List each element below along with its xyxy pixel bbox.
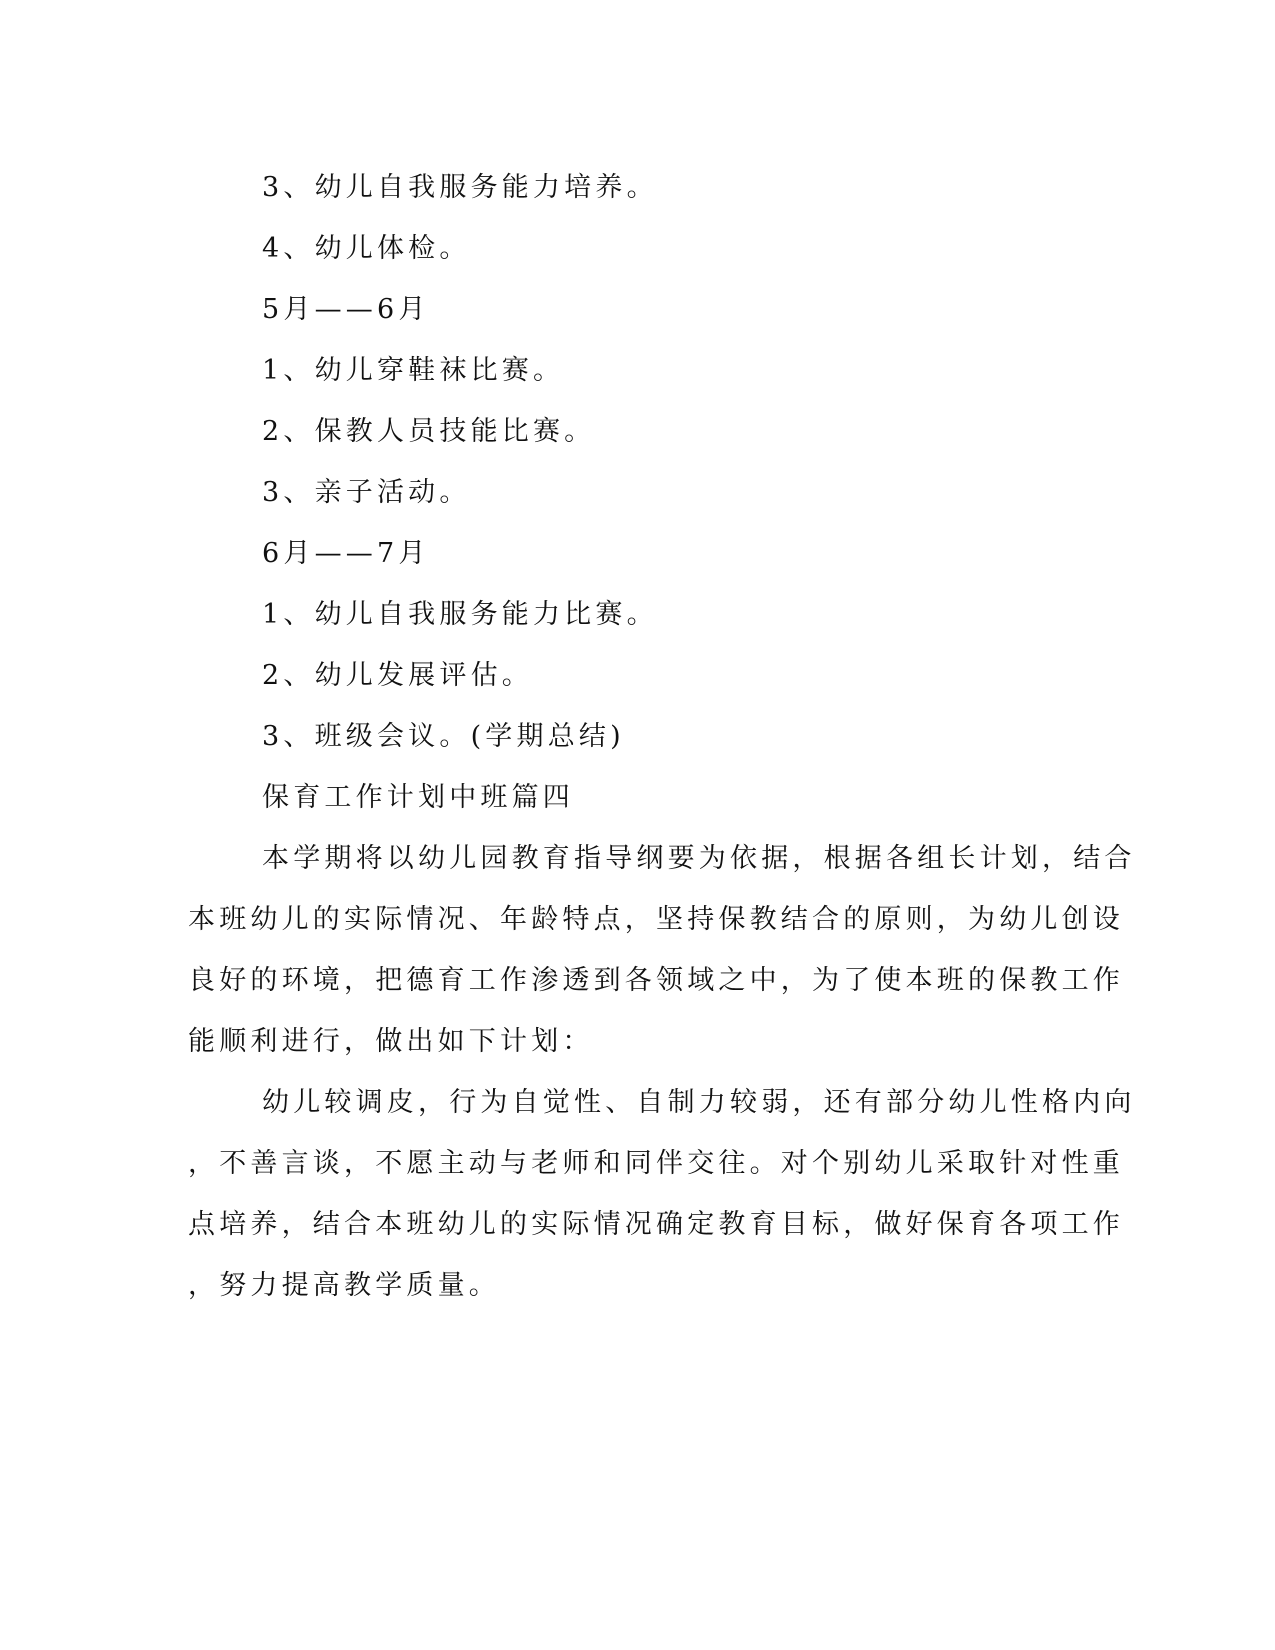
list-item: 3、幼儿自我服务能力培养。 xyxy=(262,172,658,203)
list-item: 1、幼儿穿鞋袜比赛。 xyxy=(262,355,565,386)
section-title: 保育工作计划中班篇四 xyxy=(262,782,574,813)
paragraph-line: 本班幼儿的实际情况、年龄特点，坚持保教结合的原则，为幼儿创设 xyxy=(188,904,1124,935)
list-item: 2、保教人员技能比赛。 xyxy=(262,416,596,447)
paragraph-line: 点培养，结合本班幼儿的实际情况确定教育目标，做好保育各项工作 xyxy=(188,1209,1124,1240)
month-heading: 6月——7月 xyxy=(262,538,430,569)
paragraph-line: 本学期将以幼儿园教育指导纲要为依据，根据各组长计划，结合 xyxy=(262,843,1136,874)
paragraph-line: ，努力提高教学质量。 xyxy=(188,1270,500,1301)
list-item: 3、亲子活动。 xyxy=(262,477,471,508)
paragraph-line: 良好的环境，把德育工作渗透到各领域之中，为了使本班的保教工作 xyxy=(188,965,1124,996)
paragraph-line: ，不善言谈，不愿主动与老师和同伴交往。对个别幼儿采取针对性重 xyxy=(188,1148,1124,1179)
paragraph-line: 能顺利进行，做出如下计划： xyxy=(188,1026,594,1057)
list-item: 4、幼儿体检。 xyxy=(262,233,471,264)
month-heading: 5月——6月 xyxy=(262,294,430,325)
list-item: 3、班级会议。(学期总结) xyxy=(262,721,625,752)
paragraph-line: 幼儿较调皮，行为自觉性、自制力较弱，还有部分幼儿性格内向 xyxy=(262,1087,1136,1118)
list-item: 1、幼儿自我服务能力比赛。 xyxy=(262,599,658,630)
list-item: 2、幼儿发展评估。 xyxy=(262,660,533,691)
